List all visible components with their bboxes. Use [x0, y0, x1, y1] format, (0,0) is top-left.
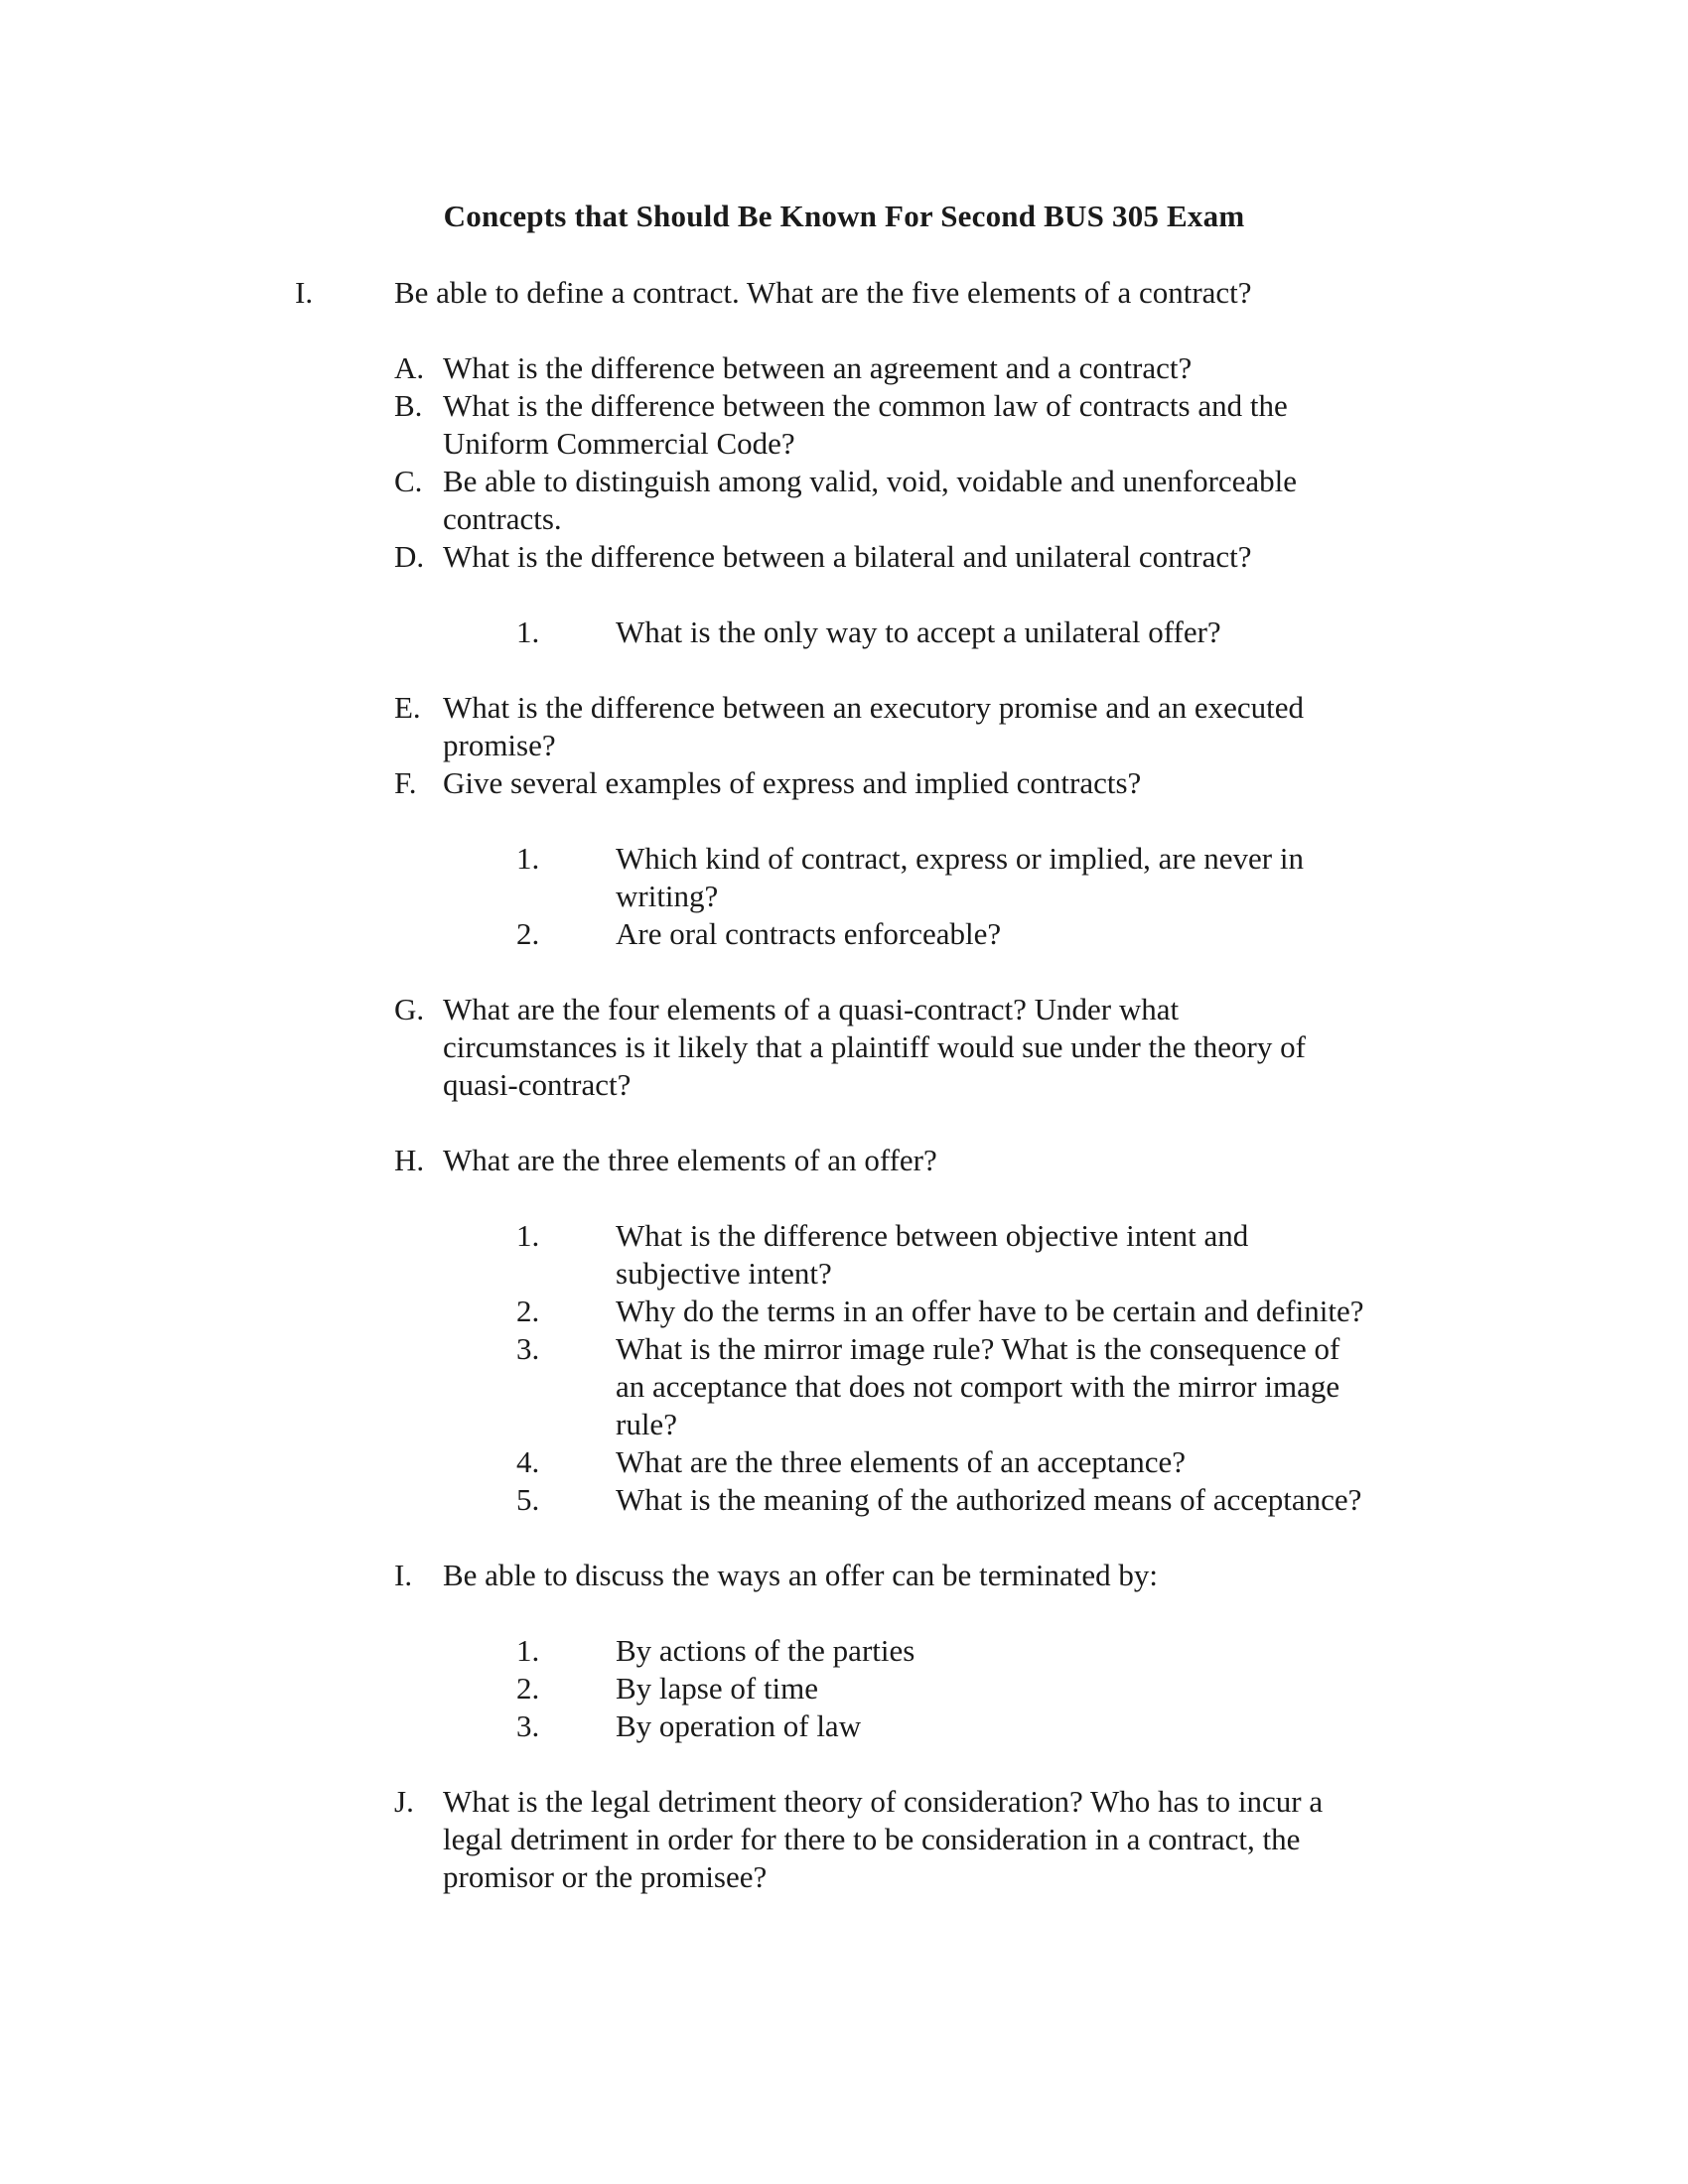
item-text: promise? [443, 728, 556, 762]
item-label: F. [394, 765, 417, 800]
item-label: I. [394, 1558, 413, 1592]
subitem-text: Are oral contracts enforceable? [616, 916, 1002, 951]
item-text: What is the difference between an agreement and a contract? [443, 350, 1193, 385]
item-text: What is the difference between an executory promise and an executed [443, 690, 1305, 725]
subitem-label: 5. [516, 1482, 540, 1517]
page-title: Concepts that Should Be Known For Second BUS 305 Exam [443, 199, 1245, 233]
subitem-label: 3. [516, 1708, 540, 1743]
subitem-text: Which kind of contract, express or implied, are never in [616, 841, 1304, 876]
item-text: Give several examples of express and implied contracts? [443, 765, 1142, 800]
item-text: circumstances is it likely that a plaintiff would sue under the theory of [443, 1029, 1306, 1064]
subitem-text: By actions of the parties [616, 1633, 915, 1668]
subitem-text: What is the meaning of the authorized means of acceptance? [616, 1482, 1362, 1517]
item-text: Be able to distinguish among valid, void, voidable and unenforceable [443, 464, 1298, 498]
subitem-label: 3. [516, 1331, 540, 1366]
item-text: quasi-contract? [443, 1067, 632, 1102]
item-text: Be able to discuss the ways an offer can be terminated by: [443, 1558, 1158, 1592]
subitem-text: Why do the terms in an offer have to be certain and definite? [616, 1294, 1364, 1328]
item-label: J. [394, 1784, 414, 1819]
item-text: legal detriment in order for there to be consideration in a contract, the [443, 1822, 1301, 1856]
subitem-label: 1. [516, 1633, 540, 1668]
section-numeral: I. [295, 275, 314, 310]
item-text: What is the difference between a bilateral and unilateral contract? [443, 539, 1252, 574]
item-text: What is the difference between the common law of contracts and the [443, 388, 1288, 423]
item-label: G. [394, 992, 425, 1026]
subitem-label: 1. [516, 1218, 540, 1253]
item-text: What are the four elements of a quasi-contract? Under what [443, 992, 1180, 1026]
subitem-text: What are the three elements of an acceptance? [616, 1444, 1186, 1479]
subitem-text: By operation of law [616, 1708, 862, 1743]
item-label: H. [394, 1143, 425, 1177]
subitem-text: subjective intent? [616, 1256, 832, 1291]
subitem-text: By lapse of time [616, 1671, 819, 1706]
subitem-text: rule? [616, 1407, 677, 1441]
subitem-text: writing? [616, 879, 719, 913]
subitem-label: 4. [516, 1444, 540, 1479]
item-label: B. [394, 388, 423, 423]
subitem-label: 2. [516, 1671, 540, 1706]
item-text: promisor or the promisee? [443, 1859, 768, 1894]
item-label: D. [394, 539, 425, 574]
subitem-text: What is the mirror image rule? What is the consequence of [616, 1331, 1340, 1366]
item-label: A. [394, 350, 425, 385]
item-label: E. [394, 690, 421, 725]
item-text: Uniform Commercial Code? [443, 426, 795, 461]
subitem-label: 1. [516, 841, 540, 876]
subitem-label: 1. [516, 614, 540, 649]
section-heading: Be able to define a contract. What are the five elements of a contract? [394, 275, 1252, 310]
item-label: C. [394, 464, 423, 498]
item-text: What is the legal detriment theory of consideration? Who has to incur a [443, 1784, 1324, 1819]
subitem-label: 2. [516, 916, 540, 951]
subitem-text: What is the difference between objective intent and [616, 1218, 1249, 1253]
item-text: What are the three elements of an offer? [443, 1143, 937, 1177]
subitem-text: What is the only way to accept a unilateral offer? [616, 614, 1221, 649]
item-text: contracts. [443, 501, 562, 536]
subitem-label: 2. [516, 1294, 540, 1328]
subitem-text: an acceptance that does not comport with the mirror image [616, 1369, 1340, 1404]
